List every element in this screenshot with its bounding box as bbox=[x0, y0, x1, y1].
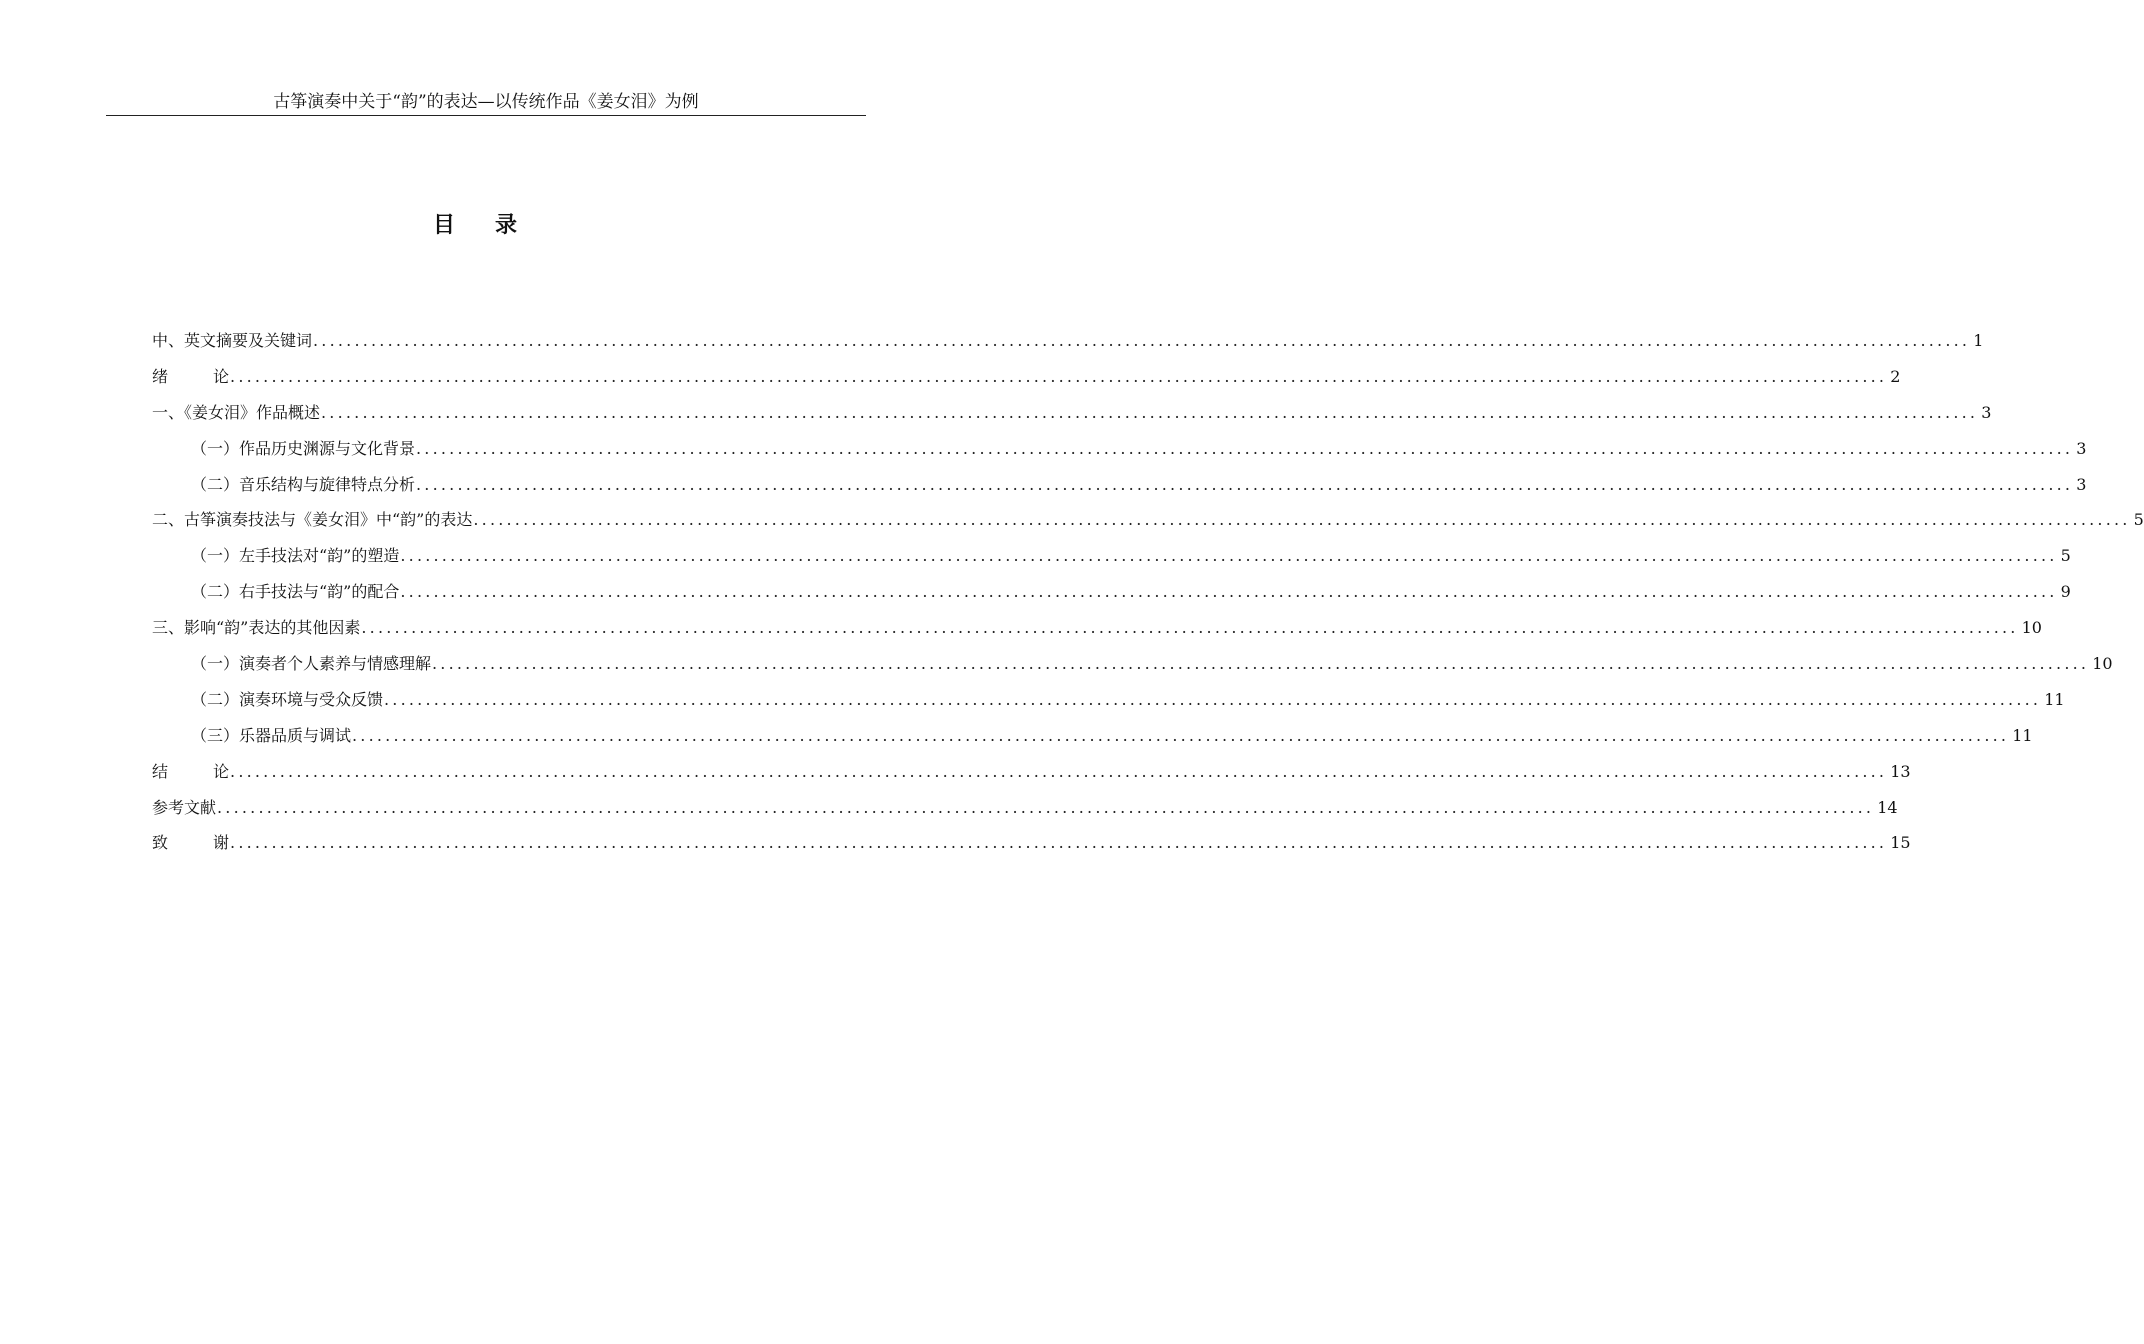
toc-entry-page: 10 bbox=[2021, 618, 2042, 638]
dot-leader: ........................................................................................................................................................................................................ bbox=[400, 546, 2058, 566]
toc-entry[interactable] bbox=[152, 544, 2071, 580]
toc-entry[interactable] bbox=[152, 616, 2042, 652]
table-of-contents bbox=[152, 329, 2144, 867]
dot-leader: ........................................................................................................................................................................................................ bbox=[313, 331, 1971, 350]
toc-entry-label: 二、古筝演奏技法与《姜女泪》中“韵”的表达 bbox=[152, 510, 473, 530]
toc-entry-label: （一）演奏者个人素养与情感理解 bbox=[191, 654, 432, 674]
dot-leader: ........................................................................................................................................................................................................ bbox=[384, 689, 2042, 709]
toc-entry-label: 一、《姜女泪》作品概述 bbox=[152, 402, 321, 422]
toc-entry[interactable] bbox=[152, 796, 1898, 832]
dot-leader: ........................................................................................................................................................................................................ bbox=[230, 833, 1888, 853]
toc-entry[interactable] bbox=[152, 437, 2087, 473]
dot-leader: ........................................................................................................................................................................................................ bbox=[230, 761, 1888, 781]
toc-entry-page: 13 bbox=[1890, 761, 1911, 781]
toc-entry[interactable] bbox=[152, 508, 2144, 544]
header-divider bbox=[106, 115, 866, 116]
dot-leader: ........................................................................................................................................................................................................ bbox=[217, 797, 1875, 817]
toc-entry-label: （一）作品历史渊源与文化背景 bbox=[191, 438, 416, 458]
toc-entry-label: 结论 bbox=[152, 761, 230, 781]
toc-entry-page: 3 bbox=[2076, 474, 2087, 494]
dot-leader: ........................................................................................................................................................................................................ bbox=[432, 654, 2090, 674]
toc-entry-page: 5 bbox=[2133, 510, 2144, 530]
dot-leader: ........................................................................................................................................................................................................ bbox=[400, 582, 2058, 602]
toc-entry-label: （一）左手技法对“韵”的塑造 bbox=[191, 546, 400, 566]
toc-entry-label: （三）乐器品质与调试 bbox=[191, 725, 352, 745]
toc-entry[interactable] bbox=[152, 473, 2087, 509]
toc-entry-page: 10 bbox=[2092, 654, 2113, 674]
toc-entry[interactable] bbox=[152, 724, 2033, 760]
dot-leader: ........................................................................................................................................................................................................ bbox=[230, 366, 1888, 386]
dot-leader: ........................................................................................................................................................................................................ bbox=[416, 474, 2074, 494]
toc-entry-label: （二）右手技法与“韵”的配合 bbox=[191, 582, 400, 602]
toc-entry-page: 2 bbox=[1890, 366, 1901, 386]
toc-entry-page: 9 bbox=[2060, 582, 2071, 602]
dot-leader: ........................................................................................................................................................................................................ bbox=[361, 618, 2019, 638]
toc-entry-page: 1 bbox=[1973, 331, 1984, 350]
toc-title: 目录 bbox=[432, 212, 557, 238]
toc-entry-page: 15 bbox=[1890, 833, 1911, 853]
toc-entry[interactable] bbox=[152, 580, 2071, 616]
toc-entry-page: 14 bbox=[1877, 797, 1898, 817]
toc-entry[interactable] bbox=[152, 760, 1911, 796]
toc-entry-page: 3 bbox=[2076, 438, 2087, 458]
toc-entry-page: 3 bbox=[1981, 402, 1992, 422]
toc-entry[interactable] bbox=[152, 329, 1984, 365]
toc-entry-page: 5 bbox=[2060, 546, 2071, 566]
dot-leader: ........................................................................................................................................................................................................ bbox=[352, 725, 2010, 745]
toc-entry-label: 三、影响“韵”表达的其他因素 bbox=[152, 618, 361, 638]
toc-entry-label: （二）音乐结构与旋律特点分析 bbox=[191, 474, 416, 494]
toc-entry[interactable] bbox=[152, 831, 1911, 867]
dot-leader: ........................................................................................................................................................................................................ bbox=[473, 510, 2131, 530]
toc-entry-page: 11 bbox=[2012, 725, 2033, 745]
dot-leader: ........................................................................................................................................................................................................ bbox=[416, 438, 2074, 458]
toc-entry-label: 致谢 bbox=[152, 833, 230, 853]
toc-entry[interactable] bbox=[152, 365, 1901, 401]
running-header-title: 古筝演奏中关于“韵”的表达—以传统作品《姜女泪》为例 bbox=[273, 92, 699, 112]
toc-entry-label: 参考文献 bbox=[152, 797, 217, 817]
toc-entry[interactable] bbox=[152, 652, 2113, 688]
toc-entry-label: 绪论 bbox=[152, 366, 230, 386]
toc-entry[interactable] bbox=[152, 401, 1992, 437]
toc-entry-label: （二）演奏环境与受众反馈 bbox=[191, 689, 384, 709]
dot-leader: ........................................................................................................................................................................................................ bbox=[321, 402, 1979, 422]
toc-entry-page: 11 bbox=[2044, 689, 2065, 709]
toc-entry[interactable] bbox=[152, 688, 2065, 724]
toc-entry-label: 中、英文摘要及关键词 bbox=[152, 331, 313, 350]
